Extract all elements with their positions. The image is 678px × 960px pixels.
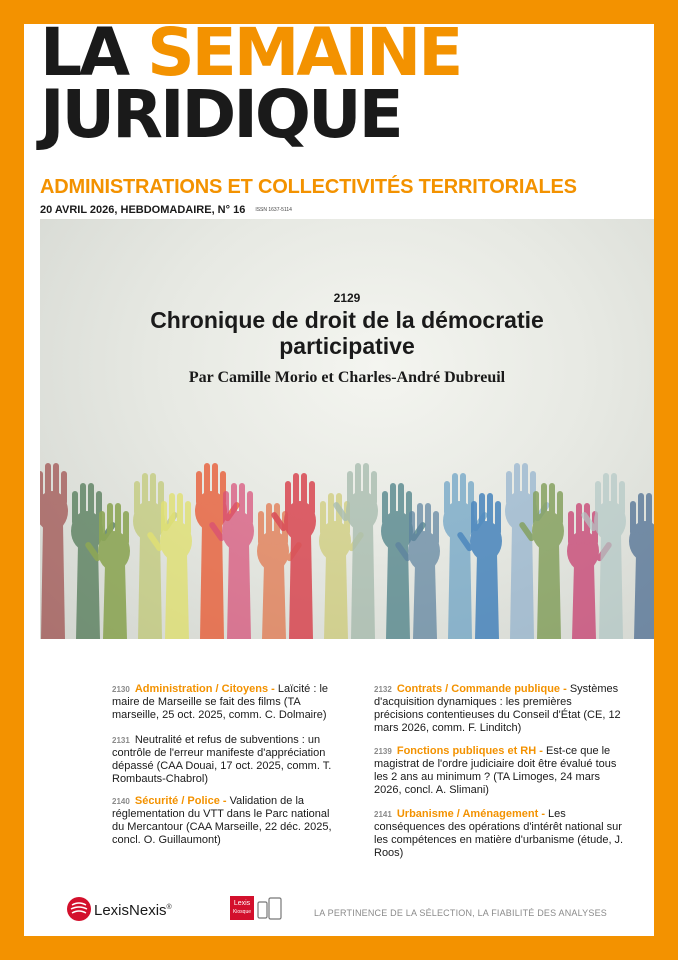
devices-icon xyxy=(257,897,283,921)
summary-number: 2139 xyxy=(374,747,392,756)
summary-category: Contrats / Commande publique - xyxy=(396,683,567,695)
raised-hands-illustration xyxy=(40,219,654,639)
issue-line xyxy=(40,204,292,216)
summary-number: 2130 xyxy=(112,685,130,694)
masthead-semaine: SEMAINE xyxy=(147,14,461,91)
summary-item[interactable] xyxy=(112,683,342,722)
footer-tagline: LA PERTINENCE DE LA SÉLECTION, LA FIABILITÉ DES ANALYSES xyxy=(314,908,607,918)
kiosque-icon[interactable] xyxy=(230,896,254,920)
kiosk-label-sub: Kiosque xyxy=(232,909,252,915)
summary-category: Administration / Citoyens - xyxy=(134,683,275,695)
issue-date: 20 AVRIL 2026, HEBDOMADAIRE, N° 16 xyxy=(40,204,246,216)
registered-mark: ® xyxy=(166,904,172,911)
orange-tab xyxy=(654,225,678,245)
summary-text: Les conséquences des opérations d'intérêt national sur les compétences en matière d'urbanisme (étude, J. Roos) xyxy=(374,808,624,859)
summary-text: Validation de la réglementation du VTT dans le Parc national du Mercantour (CAA Marseille, 22 déc. 2025, concl. O. Guillaumont) xyxy=(112,795,332,846)
feature-title-line1: Chronique de droit de la démocratie xyxy=(150,307,544,333)
raised-hand xyxy=(629,493,654,639)
masthead xyxy=(40,14,461,153)
summary-category: Sécurité / Police - xyxy=(134,795,227,807)
kiosk-label: Lexis xyxy=(233,900,251,907)
masthead-la: LA xyxy=(40,14,128,91)
summary-number: 2132 xyxy=(374,685,392,694)
publisher-label: LexisNexis xyxy=(94,902,167,919)
feature-hero xyxy=(40,219,654,639)
summary-text: Systèmes d'acquisition dynamiques : les premières précisions contentieuses du Conseil d'État (CE, 12 mars 2026, comm. F. Linditch) xyxy=(374,683,621,734)
summary-text: Neutralité et refus de subventions : un contrôle de l'erreur manifeste d'appréciation dépassé (CAA Douai, 17 oct. 2025, comm. T. Rombauts-Chabrol) xyxy=(112,734,332,785)
summary-item[interactable] xyxy=(112,795,342,847)
raised-hand xyxy=(40,463,68,639)
summary-number: 2131 xyxy=(112,736,130,745)
feature-number: 2129 xyxy=(333,291,361,305)
masthead-juridique: JURIDIQUE xyxy=(40,76,401,153)
summary-item[interactable] xyxy=(374,808,624,860)
lexisnexis-logo-icon xyxy=(66,896,92,922)
summary-item[interactable] xyxy=(112,734,342,786)
summary-category: Fonctions publiques et RH - xyxy=(396,745,543,757)
summary-item[interactable] xyxy=(374,683,624,735)
journal-subtitle: ADMINISTRATIONS ET COLLECTIVITÉS TERRITORIALES xyxy=(40,176,577,198)
feature-title xyxy=(40,307,654,359)
summary-number: 2141 xyxy=(374,810,392,819)
issn: ISSN 1637-5114 xyxy=(255,207,292,214)
summary-category: Urbanisme / Aménagement - xyxy=(396,808,545,820)
summary-text: Laïcité : le maire de Marseille se fait des films (TA marseille, 25 oct. 2025, comm. C. Dolmaire) xyxy=(112,683,329,721)
summary-number: 2140 xyxy=(112,797,130,806)
feature-authors: Par Camille Morio et Charles-André Dubreuil xyxy=(188,369,506,386)
feature-title-line2: participative xyxy=(279,333,415,359)
publisher-name xyxy=(94,902,172,919)
summary-text: Est-ce que le magistrat de l'ordre judiciaire doit être évalué tous les 2 ans au minimum ? (TA Limoges, 24 mars 2026, concl. A. Slimani) xyxy=(374,745,617,796)
summary-item[interactable] xyxy=(374,745,624,797)
